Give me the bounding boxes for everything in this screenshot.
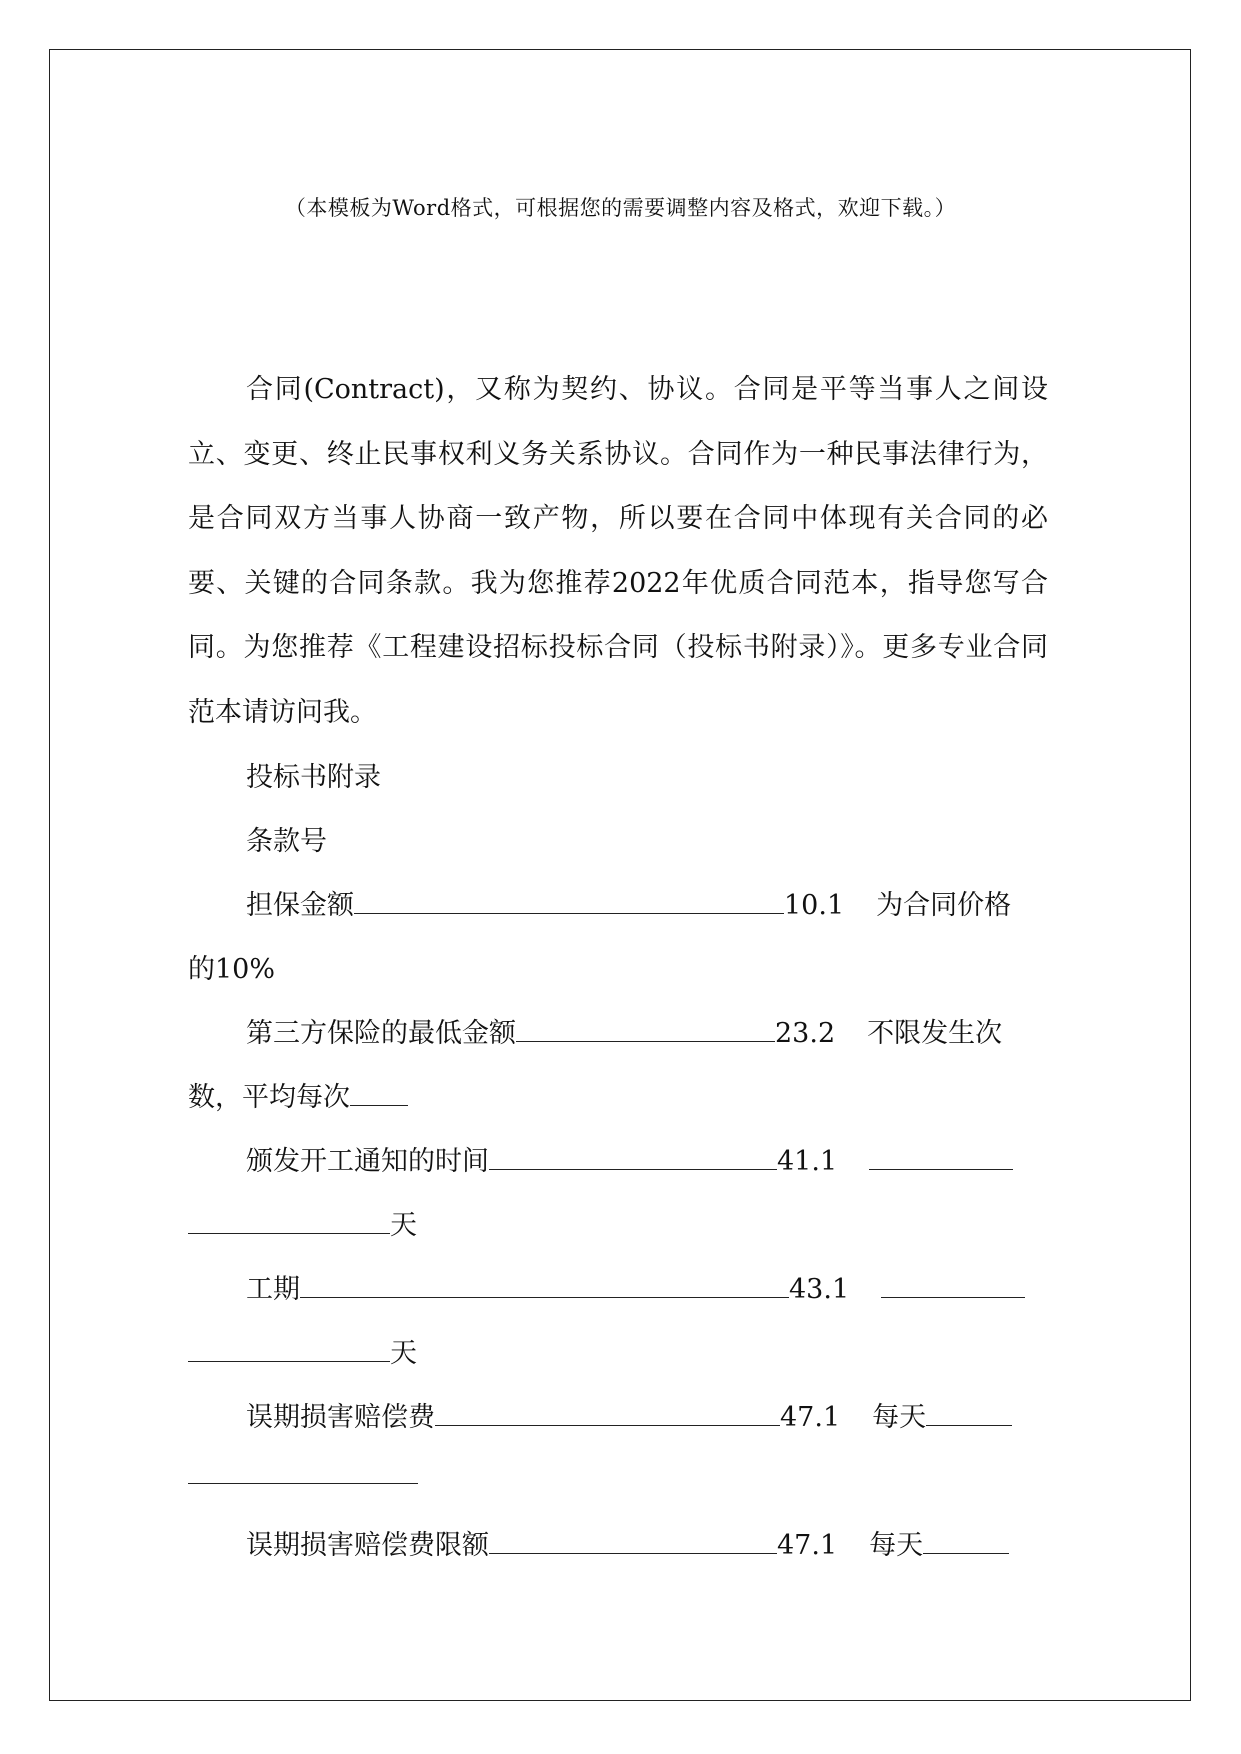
unit-days: 天 [390, 1210, 417, 1241]
row-insurance [246, 1011, 1002, 1050]
fill-blank[interactable] [516, 1017, 775, 1042]
fill-blank[interactable] [435, 1401, 780, 1426]
row-delay-damages-continued [188, 1459, 418, 1491]
row-label: 颁发开工通知的时间 [246, 1146, 489, 1177]
fill-blank[interactable] [188, 1459, 418, 1484]
row-label: 误期损害赔偿费 [246, 1402, 435, 1433]
row-label: 误期损害赔偿费限额 [246, 1530, 489, 1561]
clause-number: 47.1 [777, 1530, 838, 1561]
row-value: 为合同价格 [876, 890, 1012, 921]
clause-number: 41.1 [777, 1146, 838, 1177]
appendix-title: 投标书附录 [246, 762, 381, 793]
clause-number: 23.2 [775, 1018, 836, 1049]
row-guarantee [246, 883, 1011, 922]
row-commencement-notice [246, 1139, 1013, 1178]
intro-paragraph: 合同(Contract)，又称为契约、协议。合同是平等当事人之间设立、变更、终止民事权利义务关系协议。合同作为一种民事法律行为，是合同双方当事人协商一致产物，所以要在合同中体现有关合同的必要、关键的合同条款。我为您推荐2022年优质合同范本，指导您写合同。为您推荐《工程建设招标投标合同（投标书附录）》。更多专业合同范本请访问我。 [188, 374, 1048, 728]
fill-blank[interactable] [350, 1081, 408, 1106]
clause-number: 43.1 [789, 1274, 850, 1305]
row-duration [246, 1267, 1025, 1306]
row-duration-continued [188, 1331, 417, 1370]
row-label: 第三方保险的最低金额 [246, 1018, 516, 1049]
row-label: 工期 [246, 1274, 300, 1305]
fill-blank[interactable] [188, 1209, 390, 1234]
fill-blank[interactable] [354, 889, 784, 914]
row-delay-damages-limit [246, 1523, 1009, 1562]
fill-blank[interactable] [869, 1145, 1013, 1170]
fill-blank[interactable] [300, 1273, 789, 1298]
row-delay-damages [246, 1395, 1012, 1434]
row-value: 不限发生次 [867, 1018, 1003, 1049]
row-label: 担保金额 [246, 890, 354, 921]
template-note: （本模板为Word格式，可根据您的需要调整内容及格式，欢迎下载。） [284, 196, 957, 220]
row-value: 每天 [872, 1402, 927, 1433]
clause-heading: 条款号 [246, 826, 327, 857]
unit-days: 天 [390, 1338, 417, 1369]
row-guarantee-continued: 的10% [188, 954, 276, 985]
row-continued-text: 数，平均每次 [188, 1082, 350, 1113]
clause-number: 47.1 [780, 1402, 841, 1433]
fill-blank[interactable] [188, 1337, 390, 1362]
row-value: 每天 [869, 1530, 924, 1561]
row-commencement-continued [188, 1203, 417, 1242]
fill-blank[interactable] [489, 1529, 777, 1554]
fill-blank[interactable] [489, 1145, 777, 1170]
fill-blank[interactable] [923, 1529, 1009, 1554]
clause-number: 10.1 [784, 890, 845, 921]
row-insurance-continued [188, 1075, 408, 1114]
page-border [49, 49, 1191, 1701]
fill-blank[interactable] [881, 1273, 1025, 1298]
fill-blank[interactable] [926, 1401, 1012, 1426]
